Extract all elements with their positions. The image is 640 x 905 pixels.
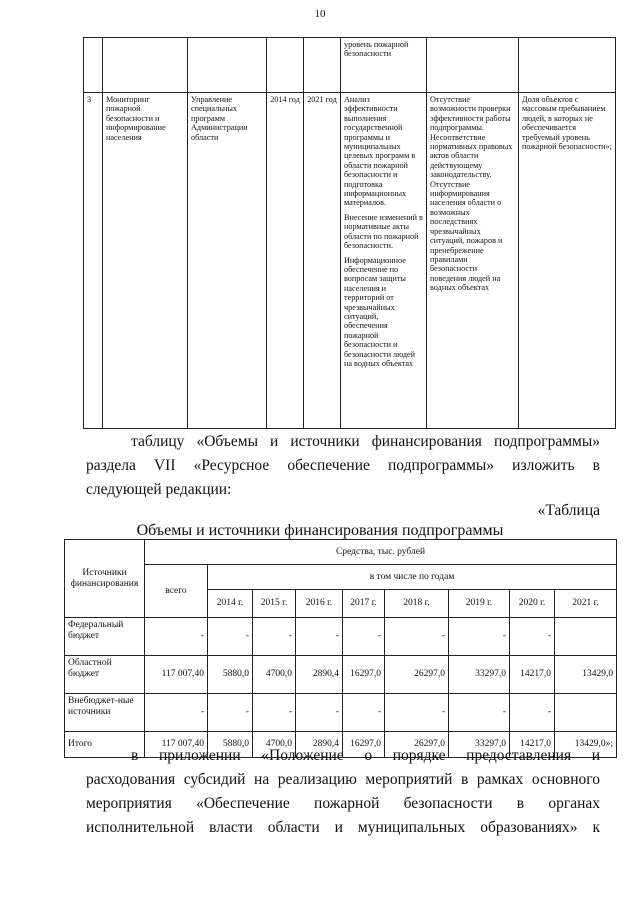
total-value: -	[145, 618, 208, 656]
result-text: Анализ эффективности выполнения государственной программы и муниципальных целевых программ в области пожарной безопасности и подготовка информационных материалов.	[344, 95, 416, 208]
results-cell	[341, 93, 427, 429]
paragraph-line: мероприятия «Обеспечение пожарной безопасности в органах	[86, 795, 600, 812]
total-value: -	[145, 694, 208, 732]
source-name: Федеральный бюджет	[65, 618, 145, 656]
end-year: 2021 год	[304, 93, 341, 429]
year-header: 2021 г.	[555, 590, 617, 618]
table-title: Объемы и источники финансирования подпрограммы	[136, 522, 504, 539]
year-value	[555, 618, 617, 656]
year-value: 16297,0	[343, 732, 385, 758]
funds-header: Средства, тыс. рублей	[145, 540, 617, 565]
year-value: 16297,0	[343, 656, 385, 694]
table-row	[65, 694, 617, 732]
year-value: -	[510, 618, 555, 656]
year-value: 33297,0	[449, 732, 510, 758]
year-value: 4700,0	[253, 732, 296, 758]
results-cell: уровень пожарной безопасности	[341, 38, 427, 93]
year-value: 33297,0	[449, 656, 510, 694]
consequences-cell: Отсутствие возможности проверки эффективности работы подпрограммы. Несоответствие нормативных правовых актов области действующему законодательству. Отсутствие информирования населения области о возможных последствиях чрезвычайных ситуаций, пожаров и пренебрежение правилами безопасности поведения людей на водных объектах	[427, 93, 519, 429]
result-text: Информационное обеспечение по вопросам защиты населения и территорий от чрезвычайных ситуаций, обеспечения пожарной безопасности и безопасности людей на водных объектах	[344, 255, 416, 368]
year-header: 2017 г.	[343, 590, 385, 618]
year-value: -	[343, 694, 385, 732]
year-value: 14217,0	[510, 732, 555, 758]
year-value: 13429,0	[555, 656, 617, 694]
row-number: 3	[84, 93, 103, 429]
total-value: 117 007,40	[145, 656, 208, 694]
year-header: 2018 г.	[385, 590, 449, 618]
table-row	[84, 38, 616, 93]
year-header: 2019 г.	[449, 590, 510, 618]
year-value: 5880,0	[208, 656, 253, 694]
table-row	[65, 656, 617, 694]
executor: Управление специальных программ Администрации области	[188, 93, 267, 429]
page-number: 10	[314, 8, 326, 20]
start-year: 2014 год	[267, 93, 304, 429]
year-value: -	[208, 694, 253, 732]
measure-name: Мониторинг пожарной безопасности и информирование населения	[103, 93, 188, 429]
year-value: 14217,0	[510, 656, 555, 694]
finance-table	[64, 539, 617, 758]
year-value: 13429,0»;	[555, 732, 617, 758]
year-value: -	[385, 618, 449, 656]
year-value	[555, 694, 617, 732]
year-header: 2015 г.	[253, 590, 296, 618]
source-name: Внебюджет-ные источники	[65, 694, 145, 732]
paragraph-line: следующей редакции:	[86, 481, 232, 498]
table-label: «Таблица	[537, 502, 600, 519]
paragraph-line: в приложении «Положение о порядке предоставления и	[131, 747, 600, 764]
year-value: -	[253, 694, 296, 732]
year-value: 4700,0	[253, 656, 296, 694]
measures-table	[83, 37, 616, 429]
year-value: -	[510, 694, 555, 732]
total-value: 117 007,40	[145, 732, 208, 758]
year-header: 2016 г.	[296, 590, 343, 618]
table-row	[65, 565, 617, 590]
year-value: -	[449, 694, 510, 732]
year-header: 2014 г.	[208, 590, 253, 618]
year-value: -	[208, 618, 253, 656]
year-value: 26297,0	[385, 732, 449, 758]
result-text: Внесение изменений в нормативные акты области по пожарной безопасности.	[344, 212, 423, 251]
year-value: -	[343, 618, 385, 656]
year-value: -	[385, 694, 449, 732]
paragraph-line: расходования субсидий на реализацию мероприятий в рамках основного	[86, 771, 600, 788]
year-value: -	[253, 618, 296, 656]
source-header: Источники финансирования	[65, 540, 145, 618]
table-row	[65, 618, 617, 656]
table-row	[65, 540, 617, 565]
year-header: 2020 г.	[510, 590, 555, 618]
year-value: 2890,4	[296, 656, 343, 694]
source-name: Областной бюджет	[65, 656, 145, 694]
paragraph-line: раздела VII «Ресурсное обеспечение подпрограммы» изложить в	[86, 457, 600, 474]
paragraph-line: таблицу «Объемы и источники финансирования подпрограммы»	[131, 433, 600, 450]
source-name: Итого	[65, 732, 145, 758]
indicator-cell: Доля объектов с массовым пребыванием людей, в которых не обеспечивается требуемый уровень пожарной безопасности»;	[519, 93, 616, 429]
year-value: 5880,0	[208, 732, 253, 758]
year-value: -	[296, 618, 343, 656]
paragraph-line: исполнительной власти области и муниципальных образованиях» к	[86, 819, 600, 836]
year-value: 26297,0	[385, 656, 449, 694]
year-value: -	[296, 694, 343, 732]
years-header: в том числе по годам	[208, 565, 617, 590]
year-value: 2890,4	[296, 732, 343, 758]
table-row	[84, 93, 616, 429]
year-value: -	[449, 618, 510, 656]
total-header: всего	[145, 565, 208, 618]
